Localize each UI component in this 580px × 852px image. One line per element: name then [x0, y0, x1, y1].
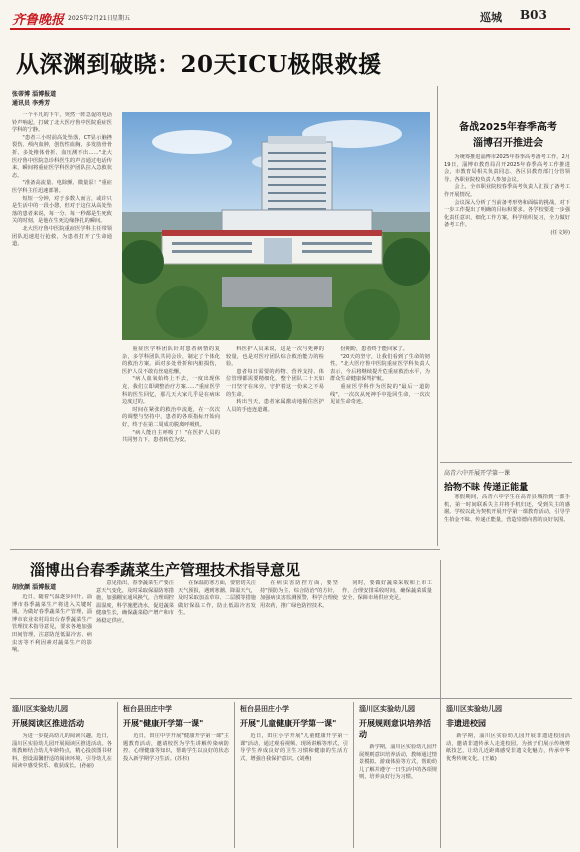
paragraph: 重症医学科作为医院的"最后一道防线"，一次次从死神手中抢回生命，一次次见证生命奇迹。	[330, 383, 430, 406]
paragraph: 份期盼，患者终于能回家了。	[340, 346, 408, 352]
paragraph: 在病虫害防控方面，要坚持"预防为主、综合防治"的方针，加强病虫害监测预警，科学合理使用农药，推广绿色防控技术。	[260, 580, 338, 609]
brief-category: 桓台县田庄中学	[123, 705, 172, 713]
masthead-rule	[10, 28, 570, 30]
brief-category: 淄川区实验幼儿园	[446, 705, 502, 713]
brief-category: 淄川区实验幼儿园	[12, 705, 68, 713]
paragraph: 近日，随着气温逐步回升，淄博市春季蔬菜生产将进入关键时期。为做好春季蔬菜生产管理，淄博市农业农村局出台春季蔬菜生产管理技术指导意见，要求各地加强田间管理，注意防范低温冷害、病虫害等不利因素对蔬菜生产的影响。	[12, 594, 92, 654]
paragraph: 患者每日需要的药物、营养支持、体位管理都需要精细化，整个团队二十天如一日坚守在床旁，守护着这一份来之不易的生命。	[226, 368, 324, 398]
paragraph: 重症医学科团队针对患者病情的复杂，多学科团队共同会诊，制定了个体化的救治方案。面对多处骨折和内脏损伤，医护人员不敢有丝毫松懈。	[122, 346, 220, 375]
second-column-1	[12, 594, 92, 692]
paragraph: 转出当天，患者家属激动地握住医护人员的手连连道谢。	[226, 399, 324, 413]
paragraph: "患者三小时前高处坠落，CT显示脑挫裂伤、颅内血肿，创伤性血胸，多发肋骨骨折、多处椎体骨折、血压测不出……"北大医疗鲁中医院急诊科医生的声音通过电话传来，瞬间将重症医学科医护团队拉入急救状态。	[12, 134, 112, 179]
issue-weekday: 星期五	[112, 15, 131, 22]
paragraph: "20天的坚守，让我们看到了生命的韧性。"北大医疗鲁中医院重症医学科负责人表示，今后将继续提升危重症救治水平，为群众生命健康保驾护航。	[330, 353, 430, 383]
sidebar-subheadline: 淄博召开推进会	[473, 138, 543, 149]
issue-date: 2025年2月21日	[68, 15, 113, 22]
brief-title: 开展阅读区推进活动	[12, 719, 84, 728]
paragraph: 科医护人员来说，这是一次与死神的较量，也是对医疗团队综合救治能力的检验。	[226, 346, 324, 368]
second-column-3	[178, 580, 256, 692]
brief-text: 为进一步提高幼儿的阅读兴趣，近日，淄川区实验幼儿园开展阅读区推进活动。各班教师结合幼儿年龄特点，精心投放图书材料，创设温馨舒适的阅读环境，引导幼儿在阅读中感受快乐、收获成长。(孙丽)	[12, 733, 112, 770]
column-divider	[440, 560, 441, 848]
brief-kicker: 高青六中开展开学第一课	[444, 470, 511, 477]
brief-text: 近日，田庄中学开展"健康开学第一课"主题教育活动，邀请校医为学生讲解传染病防控、心理健康等知识，帮助学生以良好的状态投入新学期学习生活。(苏杉)	[123, 733, 229, 762]
second-column-5	[342, 580, 432, 692]
brief-text: 新学期，淄川区实验幼儿园开展非遗进校园活动，邀请非遗传承人走进校园，为孩子们展示传统剪纸技艺，让幼儿近距离感受非遗文化魅力，传承中华优秀传统文化。(王敏)	[446, 733, 570, 762]
column-divider	[437, 86, 438, 546]
hospital-photo	[122, 112, 430, 340]
brief-title: 开展"儿童健康开学第一课"	[240, 719, 337, 728]
column-divider	[353, 702, 354, 848]
byline-correspondent: 通讯员 李秀芳	[12, 100, 51, 107]
second-column-4	[260, 580, 338, 692]
sidebar-headline: 备战2025年春季高考	[459, 122, 557, 133]
brief-item	[359, 704, 437, 848]
lead-column-1	[12, 112, 112, 542]
sidebar-divider	[440, 462, 572, 463]
page-number: B03	[520, 8, 547, 22]
brief-category: 桓台县田庄小学	[240, 705, 289, 713]
lead-byline	[12, 90, 56, 108]
byline-reporter: 张蒂博 淄博报道	[12, 91, 57, 98]
brief-title: 开展规则意识培养活动	[359, 719, 431, 739]
paragraph: 意见指出，春季蔬菜生产要注意天气变化，及时采取保温防寒措施，加强棚室通风换气，合理调控温湿度，科学施肥浇水，促进蔬菜健康生长，确保蔬菜稳产增产和市场稳定供应。	[96, 580, 174, 624]
paragraph: 同时，要做好蔬菜采收和上市工作，合理安排采收时间，确保蔬菜质量安全，保障市场供应充足。	[342, 580, 432, 602]
second-headline: 淄博出台春季蔬菜生产管理技术指导意见	[30, 561, 301, 579]
paragraph: 在保温防寒方面，要密切关注天气预报，遇到寒潮、降温天气，及时采取加盖草帘、二层膜等措施做好保温工作，防止低温冷害发生。	[178, 580, 256, 617]
sidebar-body	[444, 154, 570, 456]
paragraph: "准备高流量、电除颤、微量泵！"重症医学科主任迅速部署。	[12, 180, 112, 194]
brief-title: 非遗进校园	[446, 719, 486, 728]
brief-text: 近日，田庄小学开展"儿童健康开学第一课"活动，通过观看视频、现场讲解等形式，引导学生养成良好的卫生习惯和健康的生活方式，增强自我保护意识。(刘燕)	[240, 733, 348, 762]
brief-item	[240, 704, 348, 848]
paragraph: 时间在紧张的救治中流逝，在一次次的调整与坚持中，患者的各项指标开始向好，终于在第二周成功脱离呼吸机。	[122, 406, 220, 428]
paragraph: "病人血氧始终上不去，一度出现休克，我们立即调整治疗方案……"重症医学科的医生回忆，那几天大家几乎是在病床边度过的。	[122, 376, 220, 406]
brief-item	[12, 704, 112, 848]
paragraph: 会议深入分析了当前备考形势和面临的挑战，对下一步工作提出了明确的目标和要求。各学校要进一步强化责任意识，细化工作方案，科学组织复习，全力做好备考工作。	[444, 199, 570, 229]
brief-title: 开展"健康开学第一课"	[123, 719, 204, 728]
brief-category: 淄川区实验幼儿园	[359, 705, 415, 713]
lead-column-3	[226, 346, 324, 542]
second-byline: 胡欣颜 淄博报道	[12, 584, 57, 591]
lead-column-4	[330, 346, 430, 542]
paragraph: 会上，全市职业院校春季高考负责人汇报了备考工作开展情况。	[444, 184, 570, 198]
paragraph: 一个平凡的下午，突然一阵急促的电话铃声响起，打破了北大医疗鲁中医院重症医学科的宁静。	[12, 112, 112, 134]
brief-body	[444, 494, 570, 554]
column-divider	[234, 702, 235, 848]
column-divider	[117, 702, 118, 848]
brief-item	[123, 704, 229, 848]
lead-headline: 从深渊到破晓：20天ICU极限救援	[16, 51, 382, 78]
paragraph: 短短一分钟，对于多数人而言，或许只是生活中的一段小憩，但对于这位从高处坠落的患者来说，每一分、每一秒都是生死攸关的时刻，是他在生死边缘挣扎的瞬间。	[12, 195, 112, 225]
paragraph: 寒假期间，高青六中学生在高青县城拾到一部手机，第一时间联系失主并将手机归还，受到失主的感谢。学校以此为契机开展开学第一课教育活动，引导学生拾金不昧、传递正能量，营造崇德向善的良好氛围。	[444, 494, 570, 523]
second-column-2	[96, 580, 174, 692]
masthead	[0, 0, 580, 32]
newspaper-logo: 齐鲁晚报	[12, 13, 65, 28]
lead-column-2	[122, 346, 220, 542]
bottom-rule	[10, 698, 572, 699]
paragraph: (任文婷)	[550, 229, 570, 236]
paragraph: "病人能自主呼吸了！"在医护人员的共同努力下，患者转危为安。	[122, 429, 220, 444]
section-rule	[10, 549, 440, 550]
brief-text: 新学期，淄川区实验幼儿园开展规则意识培养活动，教师通过情景模拟、游戏体验等方式，帮助幼儿了解并遵守一日生活中的各项规则，培养良好行为习惯。	[359, 744, 437, 781]
paragraph: 北大医疗鲁中医院重症医学科主任带领团队迅速进行抢救，为患者打开了生命通道。	[12, 225, 112, 248]
brief-headline: 拾物不昧 传递正能量	[444, 483, 529, 493]
section-name: 巡城	[480, 11, 502, 24]
paragraph: 为统筹推进淄博市2025年春季高考备考工作，2月19日，淄博市教育局召开2025年春季高考工作推进会，市教育局相关负责同志、各区县教育部门分管领导、各职业院校负责人参加会议。	[444, 154, 570, 183]
brief-item	[446, 704, 570, 848]
